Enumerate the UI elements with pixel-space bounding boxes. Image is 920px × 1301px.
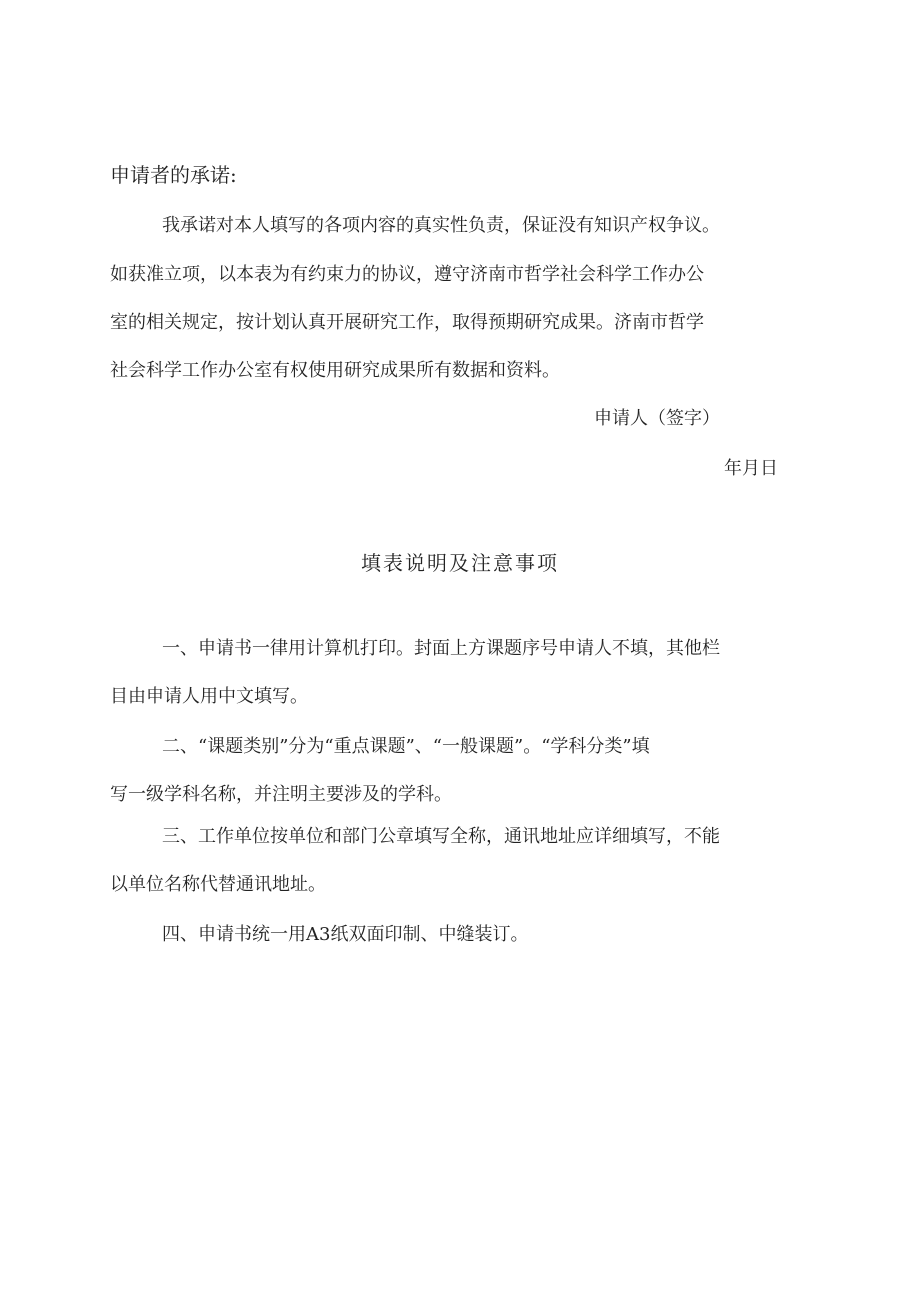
date-label: 年月日 [724, 458, 778, 479]
instruction-line: 目由申请人用中文填写。 [110, 686, 308, 707]
instruction-line: 四、申请书统一用A3纸双面印制、中缝装订。 [162, 924, 529, 945]
promise-line: 室的相关规定，按计划认真开展研究工作，取得预期研究成果。济南市哲学 [110, 312, 704, 333]
promise-heading: 申请者的承诺: [110, 163, 237, 187]
promise-line: 如获准立项，以本表为有约束力的协议，遵守济南市哲学社会科学工作办公 [110, 264, 704, 285]
instruction-line: 一、申请书一律用计算机打印。封面上方课题序号申请人不填，其他栏 [162, 638, 720, 659]
instructions-title: 填表说明及注意事项 [361, 551, 559, 575]
instruction-line: 三、工作单位按单位和部门公章填写全称，通讯地址应详细填写，不能 [162, 826, 720, 847]
instruction-line: 二、“课题类别”分为“重点课题”、“一般课题”。“学科分类”填 [162, 736, 650, 757]
instruction-line: 写一级学科名称，并注明主要涉及的学科。 [110, 784, 452, 805]
promise-line: 社会科学工作办公室有权使用研究成果所有数据和资料。 [110, 360, 560, 381]
signature-label: 申请人（签字） [594, 408, 720, 429]
instruction-line: 以单位名称代替通讯地址。 [110, 874, 326, 895]
promise-line: 我承诺对本人填写的各项内容的真实性负责，保证没有知识产权争议。 [162, 215, 720, 236]
